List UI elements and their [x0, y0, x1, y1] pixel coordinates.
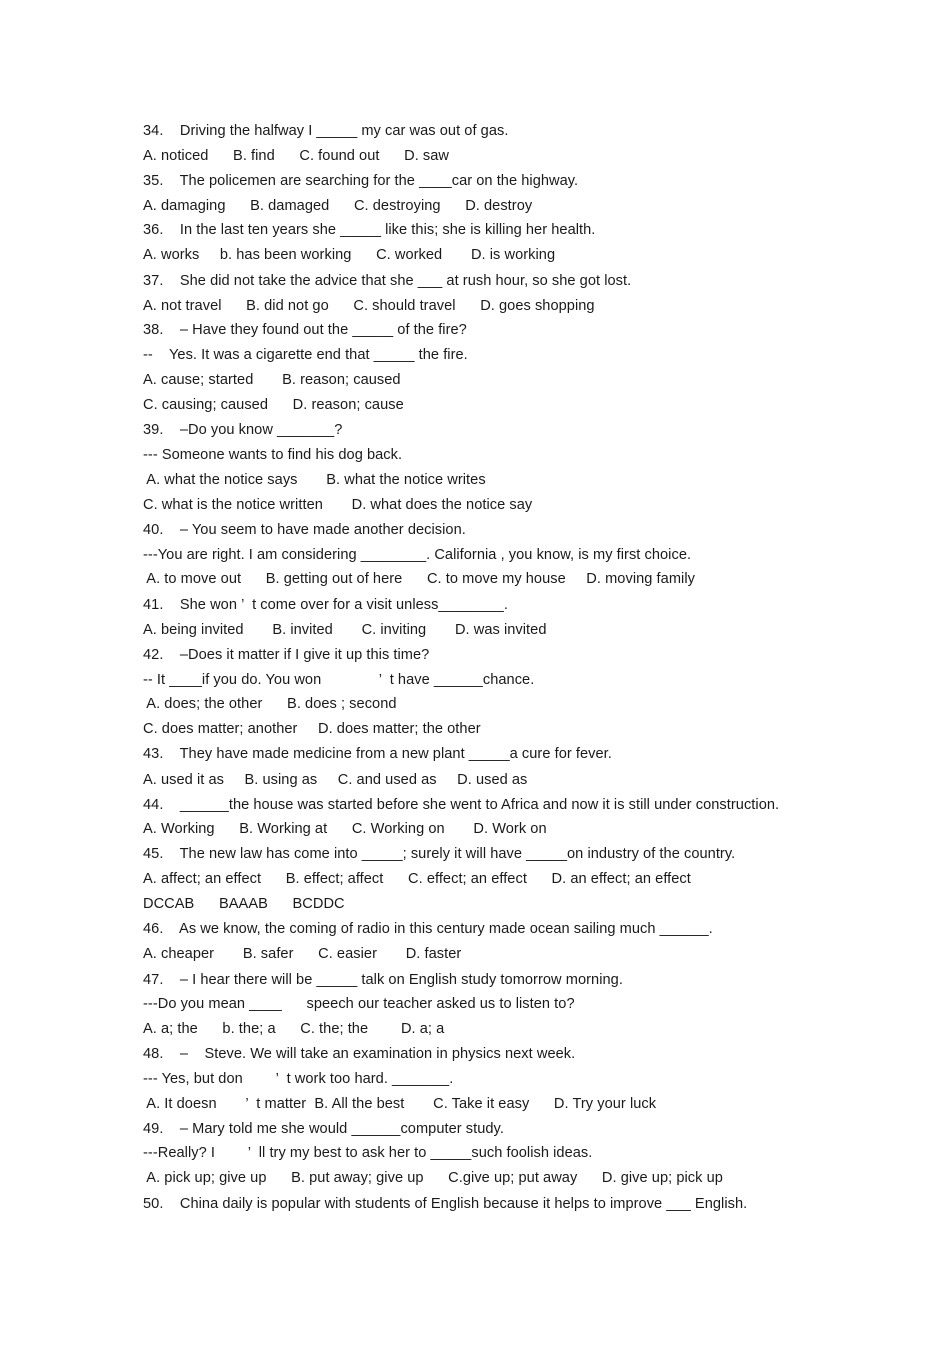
- options-47: A. a; the b. the; a C. the; the D. a; a: [143, 1021, 445, 1037]
- question-40: 40. – You seem to have made another decision.: [143, 522, 466, 538]
- options-36: A. works b. has been working C. worked D. is working: [143, 247, 556, 263]
- question-39: 39. –Do you know _______?: [143, 422, 343, 438]
- options-39-a: A. what the notice says B. what the notice writes: [143, 472, 486, 488]
- question-37: 37. She did not take the advice that she ___ at rush hour, so she got lost.: [143, 273, 632, 289]
- question-47: 47. – I hear there will be _____ talk on English study tomorrow morning.: [143, 972, 623, 988]
- question-41: 41. She won ’ t come over for a visit unless________.: [143, 597, 508, 613]
- options-45: A. affect; an effect B. effect; affect C. effect; an effect D. an effect; an effect: [143, 871, 691, 887]
- options-42-a: A. does; the other B. does ; second: [143, 696, 397, 712]
- dialogue-47: ---Do you mean ____ speech our teacher asked us to listen to?: [143, 996, 575, 1012]
- question-36: 36. In the last ten years she _____ like this; she is killing her health.: [143, 222, 596, 238]
- question-43: 43. They have made medicine from a new plant _____a cure for fever.: [143, 746, 612, 762]
- dialogue-40: ---You are right. I am considering ________. California , you know, is my first choice.: [143, 547, 692, 563]
- dialogue-42: -- It ____if you do. You won ’ t have ______chance.: [143, 672, 535, 688]
- question-49: 49. – Mary told me she would ______computer study.: [143, 1121, 504, 1137]
- options-49: A. pick up; give up B. put away; give up C.give up; put away D. give up; pick up: [143, 1170, 723, 1186]
- options-42-b: C. does matter; another D. does matter; the other: [143, 721, 481, 737]
- question-38: 38. – Have they found out the _____ of the fire?: [143, 322, 467, 338]
- options-46: A. cheaper B. safer C. easier D. faster: [143, 946, 462, 962]
- question-50: 50. China daily is popular with students of English because it helps to improve ___ English.: [143, 1196, 748, 1212]
- question-48: 48. – Steve. We will take an examination in physics next week.: [143, 1046, 576, 1062]
- options-34: A. noticed B. find C. found out D. saw: [143, 148, 450, 164]
- question-35: 35. The policemen are searching for the ____car on the highway.: [143, 173, 579, 189]
- dialogue-48: --- Yes, but don ’ t work too hard. _______.: [143, 1071, 454, 1087]
- options-38-b: C. causing; caused D. reason; cause: [143, 397, 404, 413]
- options-35: A. damaging B. damaged C. destroying D. destroy: [143, 198, 533, 214]
- question-42: 42. –Does it matter if I give it up this time?: [143, 647, 430, 663]
- question-44: 44. ______the house was started before she went to Africa and now it is still under construction.: [143, 797, 780, 813]
- dialogue-39: --- Someone wants to find his dog back.: [143, 447, 403, 463]
- question-45: 45. The new law has come into _____; surely it will have _____on industry of the country.: [143, 846, 736, 862]
- options-39-b: C. what is the notice written D. what does the notice say: [143, 497, 533, 513]
- options-48: A. It doesn ’ t matter B. All the best C. Take it easy D. Try your luck: [143, 1096, 657, 1112]
- options-44: A. Working B. Working at C. Working on D. Work on: [143, 821, 547, 837]
- options-38-a: A. cause; started B. reason; caused: [143, 372, 401, 388]
- dialogue-38: -- Yes. It was a cigarette end that _____ the fire.: [143, 347, 468, 363]
- options-37: A. not travel B. did not go C. should travel D. goes shopping: [143, 298, 595, 314]
- dialogue-49: ---Really? I ’ ll try my best to ask her to _____such foolish ideas.: [143, 1145, 593, 1161]
- answer-key: DCCAB BAAAB BCDDC: [143, 896, 345, 912]
- options-41: A. being invited B. invited C. inviting D. was invited: [143, 622, 547, 638]
- question-34: 34. Driving the halfway I _____ my car was out of gas.: [143, 123, 509, 139]
- question-46: 46. As we know, the coming of radio in this century made ocean sailing much ______.: [143, 921, 713, 937]
- options-40: A. to move out B. getting out of here C. to move my house D. moving family: [143, 571, 695, 587]
- options-43: A. used it as B. using as C. and used as D. used as: [143, 772, 528, 788]
